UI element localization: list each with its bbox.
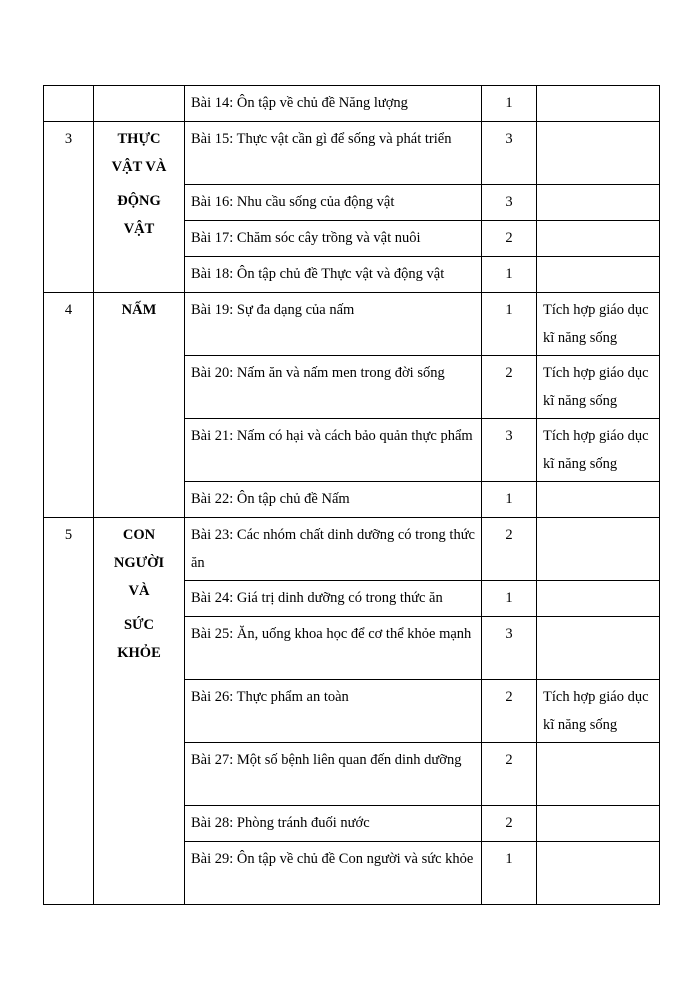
lesson-cell: Bài 22: Ôn tập chủ đề Nấm — [185, 482, 482, 518]
lesson-cell: Bài 28: Phòng tránh đuối nước — [185, 806, 482, 842]
note-cell — [537, 257, 660, 293]
periods-cell: 3 — [482, 122, 537, 185]
lesson-cell: Bài 20: Nấm ăn và nấm men trong đời sống — [185, 356, 482, 419]
curriculum-table — [43, 85, 660, 905]
lesson-cell: Bài 29: Ôn tập về chủ đề Con người và sức khỏe — [185, 842, 482, 905]
periods-cell: 1 — [482, 293, 537, 356]
note-cell: Tích hợp giáo dục kĩ năng sống — [537, 419, 660, 482]
note-cell — [537, 581, 660, 617]
periods-cell: 3 — [482, 617, 537, 680]
periods-cell: 2 — [482, 743, 537, 806]
periods-cell: 3 — [482, 419, 537, 482]
note-cell — [537, 221, 660, 257]
topic-name-line: NGƯỜI — [113, 555, 165, 571]
topic-number-cell: 5 — [44, 518, 94, 905]
periods-cell: 2 — [482, 356, 537, 419]
topic-name-line: VÀ — [128, 583, 150, 599]
note-cell — [537, 482, 660, 518]
topic-name-line: KHỎE — [117, 645, 161, 661]
topic-number-cell: 4 — [44, 293, 94, 518]
periods-cell: 2 — [482, 221, 537, 257]
note-cell — [537, 842, 660, 905]
note-cell — [537, 86, 660, 122]
note-cell — [537, 743, 660, 806]
lesson-cell: Bài 24: Giá trị dinh dưỡng có trong thức ăn — [185, 581, 482, 617]
lesson-cell: Bài 16: Nhu cầu sống của động vật — [185, 185, 482, 221]
periods-cell: 1 — [482, 842, 537, 905]
topic-name-cell — [94, 122, 185, 293]
lesson-cell: Bài 25: Ăn, uống khoa học để cơ thể khỏe mạnh — [185, 617, 482, 680]
table-row — [44, 86, 660, 122]
table-row — [44, 518, 660, 581]
lesson-cell: Bài 17: Chăm sóc cây trồng và vật nuôi — [185, 221, 482, 257]
lesson-cell: Bài 26: Thực phẩm an toàn — [185, 680, 482, 743]
periods-cell: 1 — [482, 482, 537, 518]
table-row — [44, 122, 660, 185]
curriculum-table-body — [44, 86, 660, 905]
topic-name-line: NẤM — [121, 302, 157, 318]
lesson-cell: Bài 23: Các nhóm chất dinh dưỡng có trong thức ăn — [185, 518, 482, 581]
periods-cell: 3 — [482, 185, 537, 221]
note-cell — [537, 122, 660, 185]
table-row — [44, 293, 660, 356]
note-cell: Tích hợp giáo dục kĩ năng sống — [537, 293, 660, 356]
lesson-cell: Bài 27: Một số bệnh liên quan đến dinh dưỡng — [185, 743, 482, 806]
note-cell: Tích hợp giáo dục kĩ năng sống — [537, 356, 660, 419]
topic-name-line: CON — [122, 527, 156, 543]
periods-cell: 1 — [482, 257, 537, 293]
note-cell — [537, 185, 660, 221]
lesson-cell: Bài 21: Nấm có hại và cách bảo quản thực phẩm — [185, 419, 482, 482]
periods-cell: 2 — [482, 518, 537, 581]
topic-name-line: SỨC — [123, 617, 155, 633]
note-cell: Tích hợp giáo dục kĩ năng sống — [537, 680, 660, 743]
topic-name-line: VẬT VÀ — [111, 159, 167, 175]
periods-cell: 2 — [482, 680, 537, 743]
note-cell — [537, 806, 660, 842]
lesson-cell: Bài 15: Thực vật cần gì để sống và phát triển — [185, 122, 482, 185]
periods-cell: 2 — [482, 806, 537, 842]
periods-cell: 1 — [482, 581, 537, 617]
note-cell — [537, 518, 660, 581]
topic-name-line: ĐỘNG — [117, 193, 161, 209]
lesson-cell: Bài 19: Sự đa dạng của nấm — [185, 293, 482, 356]
lesson-cell: Bài 18: Ôn tập chủ đề Thực vật và động vật — [185, 257, 482, 293]
topic-number-cell — [44, 86, 94, 122]
note-cell — [537, 617, 660, 680]
topic-name-line: VẬT — [123, 221, 155, 237]
topic-name-line: THỰC — [117, 131, 161, 147]
topic-name-cell — [94, 86, 185, 122]
topic-name-cell — [94, 293, 185, 518]
topic-name-cell — [94, 518, 185, 905]
periods-cell: 1 — [482, 86, 537, 122]
topic-number-cell: 3 — [44, 122, 94, 293]
lesson-cell: Bài 14: Ôn tập về chủ đề Năng lượng — [185, 86, 482, 122]
